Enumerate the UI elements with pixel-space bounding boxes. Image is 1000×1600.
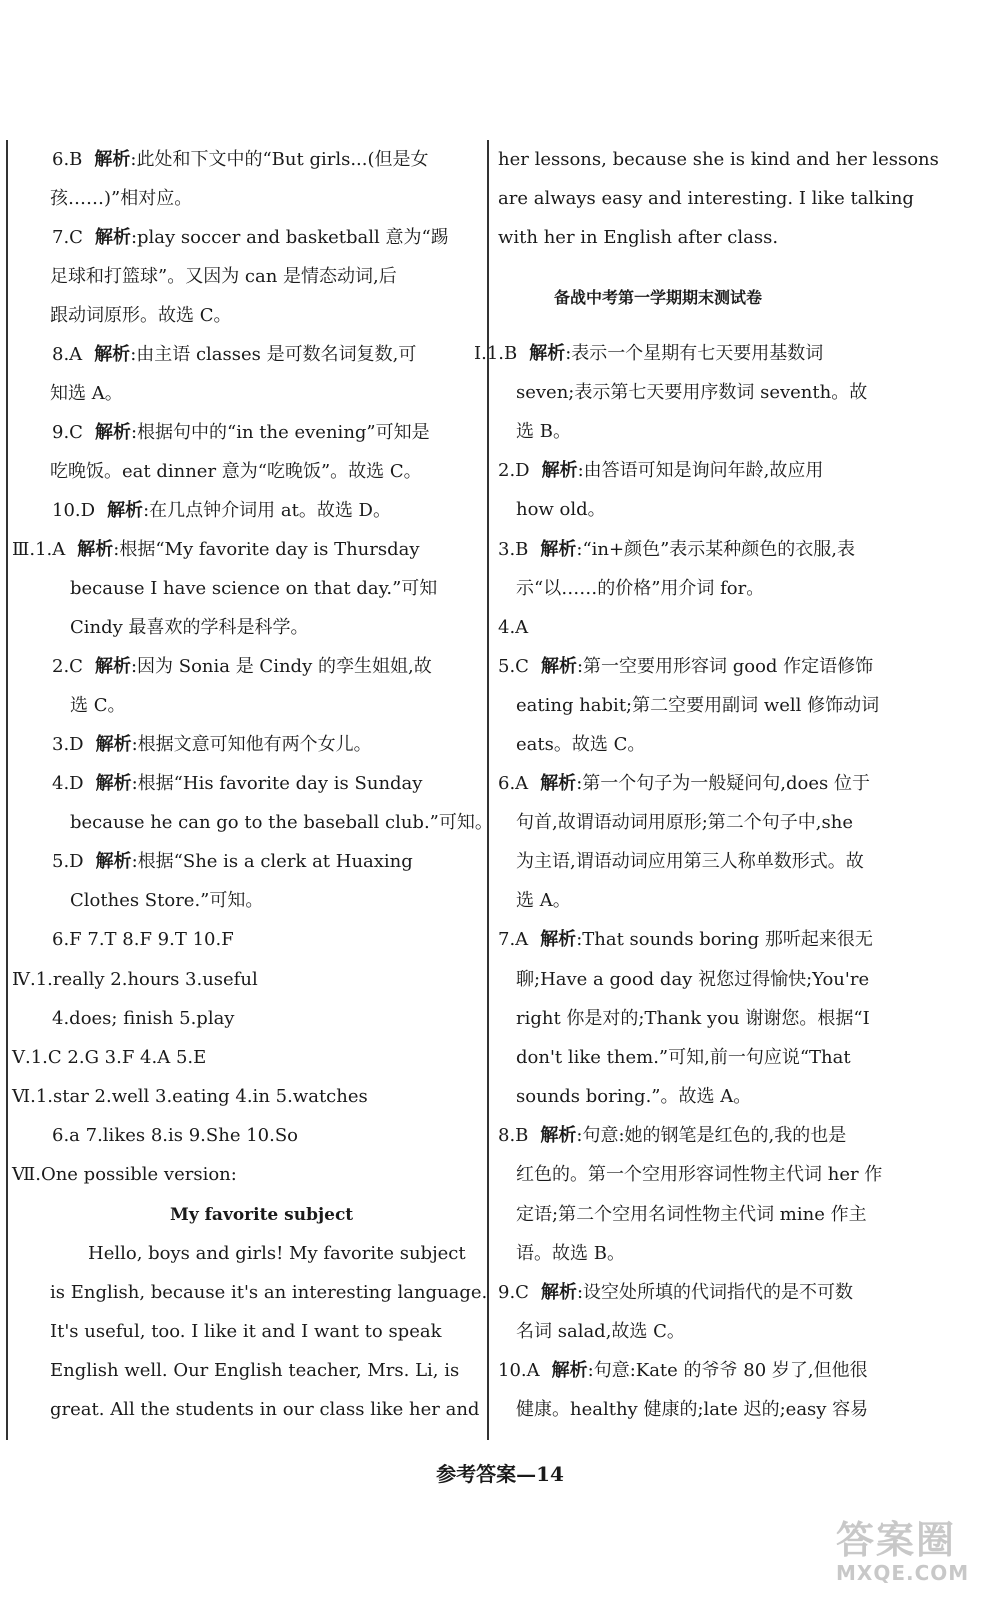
analysis-text: :根据“She is a clerk at Huaxing xyxy=(131,851,413,872)
text-line: eats。故选 C。 xyxy=(516,734,646,755)
answer-number: 8.A xyxy=(52,344,83,365)
text-line: Ⅵ.1.star 2.well 3.eating 4.in 5.watches xyxy=(12,1086,368,1107)
text-line: 选 B。 xyxy=(516,421,571,442)
answer-number: 7.C xyxy=(52,227,83,248)
text-line: 名词 salad,故选 C。 xyxy=(516,1321,685,1342)
text-line: sounds boring.”。故选 A。 xyxy=(516,1086,752,1107)
answer-line xyxy=(498,1359,868,1383)
text-line: great. All the students in our class like her and xyxy=(50,1399,480,1420)
analysis-text: :句意:她的钢笔是红色的,我的也是 xyxy=(576,1125,847,1146)
text-line: 孩……)”相对应。 xyxy=(50,188,193,209)
answer-line xyxy=(52,148,429,172)
analysis-text: :表示一个星期有七天要用基数词 xyxy=(565,343,824,364)
analysis-label: 解析 xyxy=(77,539,114,560)
answer-line xyxy=(12,538,420,562)
analysis-label: 解析 xyxy=(540,656,577,677)
answer-number: 2.C xyxy=(52,656,83,677)
analysis-text: :根据“My favorite day is Thursday xyxy=(113,539,420,560)
analysis-label: 解析 xyxy=(94,227,131,248)
answer-number: Ⅰ.1.B xyxy=(474,343,518,364)
analysis-text: :在几点钟介词用 at。故选 D。 xyxy=(143,500,391,521)
text-line: 4.A xyxy=(498,617,529,638)
left-margin-rule xyxy=(6,140,8,1440)
answer-number: 8.B xyxy=(498,1125,529,1146)
text-line: 健康。healthy 健康的;late 迟的;easy 容易 xyxy=(516,1399,869,1420)
analysis-label: 解析 xyxy=(95,851,132,872)
answer-number: 3.D xyxy=(52,734,84,755)
text-line: 示“以……的价格”用介词 for。 xyxy=(516,578,765,599)
column-divider xyxy=(487,140,489,1440)
watermark-logo xyxy=(836,1518,986,1590)
answer-line xyxy=(498,1124,846,1148)
analysis-text: :第一空要用形容词 good 作定语修饰 xyxy=(576,656,874,677)
analysis-label: 解析 xyxy=(540,539,577,560)
analysis-label: 解析 xyxy=(529,343,566,364)
analysis-label: 解析 xyxy=(95,734,132,755)
answer-number: 3.B xyxy=(498,539,529,560)
answer-line xyxy=(498,459,823,483)
analysis-text: :根据“His favorite day is Sunday xyxy=(131,773,423,794)
answer-number: 5.C xyxy=(498,656,529,677)
text-line: 4.does; finish 5.play xyxy=(52,1008,235,1029)
text-line: her lessons, because she is kind and her lessons xyxy=(498,149,939,170)
analysis-text: :That sounds boring 那听起来很无 xyxy=(576,929,873,950)
watermark-url: MXQE.COM xyxy=(836,1561,970,1585)
analysis-label: 解析 xyxy=(541,460,578,481)
analysis-text: :句意:Kate 的爷爷 80 岁了,但他很 xyxy=(587,1360,868,1381)
text-line: 足球和打篮球”。又因为 can 是情态动词,后 xyxy=(50,266,397,287)
analysis-label: 解析 xyxy=(94,422,131,443)
text-line: is English, because it's an interesting language. xyxy=(50,1282,488,1303)
text-line: 选 C。 xyxy=(70,695,126,716)
analysis-label: 解析 xyxy=(94,656,131,677)
answer-line xyxy=(52,733,372,757)
answer-line xyxy=(498,928,873,952)
text-line: 句首,故谓语动词用原形;第二个句子中,she xyxy=(516,812,853,833)
analysis-label: 解析 xyxy=(540,1282,577,1303)
answer-line xyxy=(52,421,430,445)
answer-number: 2.D xyxy=(498,460,530,481)
text-line: Ⅶ.One possible version: xyxy=(12,1164,237,1185)
analysis-label: 解析 xyxy=(551,1360,588,1381)
analysis-text: :“in+颜色”表示某种颜色的衣服,表 xyxy=(576,539,856,560)
text-line: Ⅴ.1.C 2.G 3.F 4.A 5.E xyxy=(12,1047,207,1068)
text-line: Hello, boys and girls! My favorite subject xyxy=(88,1243,466,1264)
text-line: It's useful, too. I like it and I want to speak xyxy=(50,1321,442,1342)
answer-line xyxy=(474,342,823,366)
text-line: seven;表示第七天要用序数词 seventh。故 xyxy=(516,382,868,403)
analysis-text: :因为 Sonia 是 Cindy 的孪生姐姐,故 xyxy=(130,656,432,677)
answer-number: 7.A xyxy=(498,929,529,950)
text-line: because he can go to the baseball club.”可知。 xyxy=(70,812,493,833)
answer-line xyxy=(52,499,391,523)
answer-number: 9.C xyxy=(52,422,83,443)
answer-line xyxy=(498,655,873,679)
analysis-text: :此处和下文中的“But girls...(但是女 xyxy=(130,149,429,170)
analysis-label: 解析 xyxy=(94,149,131,170)
text-line: are always easy and interesting. I like talking xyxy=(498,188,914,209)
answer-number: 6.B xyxy=(52,149,83,170)
answer-line xyxy=(52,226,449,250)
analysis-text: :第一个句子为一般疑问句,does 位于 xyxy=(576,773,870,794)
text-line: don't like them.”可知,前一句应说“That xyxy=(516,1047,851,1068)
analysis-label: 解析 xyxy=(107,500,144,521)
text-line: 知选 A。 xyxy=(50,383,123,404)
analysis-label: 解析 xyxy=(540,1125,577,1146)
analysis-label: 解析 xyxy=(94,344,131,365)
text-line: Ⅳ.1.really 2.hours 3.useful xyxy=(12,969,258,990)
answer-number: 4.D xyxy=(52,773,84,794)
page-footer: 参考答案—14 xyxy=(436,1462,564,1486)
answer-line xyxy=(498,1281,853,1305)
analysis-label: 解析 xyxy=(95,773,132,794)
text-line: 选 A。 xyxy=(516,890,571,911)
text-line: 语。故选 B。 xyxy=(516,1243,625,1264)
analysis-label: 解析 xyxy=(540,773,577,794)
analysis-text: :根据句中的“in the evening”可知是 xyxy=(130,422,430,443)
analysis-text: :根据文意可知他有两个女儿。 xyxy=(131,734,372,755)
answer-line xyxy=(52,655,432,679)
text-line: because I have science on that day.”可知 xyxy=(70,578,438,599)
answer-line xyxy=(52,343,416,367)
analysis-text: :设空处所填的代词指代的是不可数 xyxy=(576,1282,854,1303)
answer-line xyxy=(52,772,422,796)
answer-line xyxy=(498,772,870,796)
analysis-text: :由主语 classes 是可数名词复数,可 xyxy=(130,344,417,365)
answer-number: Ⅲ.1.A xyxy=(12,539,66,560)
text-line: 跟动词原形。故选 C。 xyxy=(50,305,232,326)
analysis-label: 解析 xyxy=(540,929,577,950)
text-line: eating habit;第二空要用副词 well 修饰动词 xyxy=(516,695,880,716)
answer-line xyxy=(52,850,413,874)
text-line: 6.F 7.T 8.F 9.T 10.F xyxy=(52,929,234,950)
answer-number: 6.A xyxy=(498,773,529,794)
text-line: My favorite subject xyxy=(170,1205,354,1225)
text-line: with her in English after class. xyxy=(498,227,779,248)
watermark-logo-text: 答案圈 xyxy=(836,1518,957,1562)
answer-number: 10.D xyxy=(52,500,96,521)
answer-line xyxy=(498,538,855,562)
text-line: 定语;第二个空用名词性物主代词 mine 作主 xyxy=(516,1204,867,1225)
text-line: right 你是对的;Thank you 谢谢您。根据“I xyxy=(516,1008,870,1029)
analysis-text: :由答语可知是询问年龄,故应用 xyxy=(577,460,824,481)
text-line: 备战中考第一学期期末测试卷 xyxy=(554,288,763,307)
analysis-text: :play soccer and basketball 意为“踢 xyxy=(130,227,449,248)
text-line: 6.a 7.likes 8.is 9.She 10.So xyxy=(52,1125,298,1146)
text-line: Cindy 最喜欢的学科是科学。 xyxy=(70,617,309,638)
text-line: 红色的。第一个空用形容词性物主代词 her 作 xyxy=(516,1164,883,1185)
text-line: 吃晚饭。eat dinner 意为“吃晚饭”。故选 C。 xyxy=(50,461,422,482)
text-line: how old。 xyxy=(516,499,606,520)
answer-number: 10.A xyxy=(498,1360,540,1381)
answer-number: 9.C xyxy=(498,1282,529,1303)
text-line: 聊;Have a good day 祝您过得愉快;You're xyxy=(516,969,870,990)
text-line: Clothes Store.”可知。 xyxy=(70,890,264,911)
text-line: English well. Our English teacher, Mrs. Li, is xyxy=(50,1360,460,1381)
answer-number: 5.D xyxy=(52,851,84,872)
text-line: 为主语,谓语动词应用第三人称单数形式。故 xyxy=(516,851,864,872)
